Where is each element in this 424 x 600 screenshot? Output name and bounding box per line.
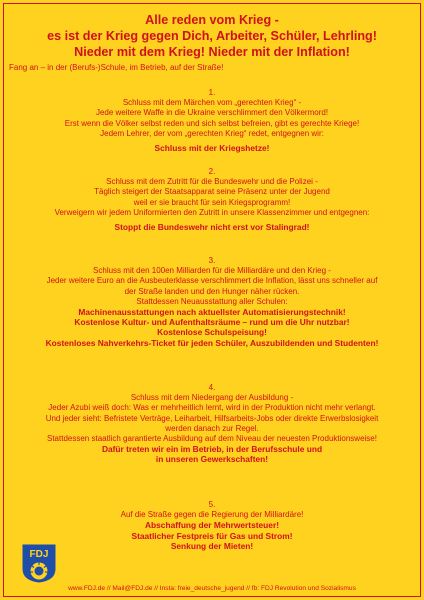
headline bbox=[0, 12, 424, 60]
section-1 bbox=[0, 88, 424, 153]
section-line: Erst wenn die Völker selbst reden und sich selbst befreien, gibt es gerechte Kriege! bbox=[64, 118, 360, 128]
section-3 bbox=[0, 256, 424, 348]
section-demand: Kostenloses Nahverkehrs-Ticket für jeden Schüler, Auszubildenden und Studenten! bbox=[45, 337, 379, 348]
section-number: 2. bbox=[208, 167, 216, 176]
section-line: Schluss mit dem Märchen vom „gerechten Krieg“ - bbox=[122, 98, 302, 108]
section-line: Täglich steigert der Staatsapparat seine Präsenz unter der Jugend bbox=[94, 187, 330, 197]
section-line: Auf die Straße gegen die Regierung der Milliardäre! bbox=[120, 510, 304, 520]
section-line: Jeder Azubi weiß doch: Was er mehrheitlich lernt, wird in der Produktion nicht mehr verlangt. bbox=[48, 403, 376, 413]
section-demand: Kostenlose Schulspeisung! bbox=[157, 327, 267, 338]
section-line: Jedem Lehrer, der vom „gerechten Krieg“ redet, entgegnen wir: bbox=[100, 128, 324, 138]
section-line: Schluss mit dem Zutritt für die Bundeswehr und die Polizei - bbox=[106, 177, 318, 187]
section-line: Stattdessen staatlich garantierte Ausbildung auf dem Niveau der neuesten Produktionsweise! bbox=[47, 434, 377, 444]
section-demand: Senkung der Mieten! bbox=[170, 540, 254, 551]
section-demand: Kostenlose Kultur- und Aufenthaltsräume – rund um die Uhr nutzbar! bbox=[74, 317, 350, 328]
section-demand: Dafür treten wir ein im Betrieb, in der Berufsschule und bbox=[101, 444, 323, 455]
section-demand: Machinenausstattungen nach aktuellster Automatisierungstechnik! bbox=[78, 307, 346, 318]
section-number: 1. bbox=[208, 88, 216, 97]
section-number: 3. bbox=[208, 256, 216, 265]
headline-line-3: Nieder mit dem Krieg! Nieder mit der Inflation! bbox=[74, 45, 350, 59]
headline-line-2: es ist der Krieg gegen Dich, Arbeiter, Schüler, Lehrling! bbox=[47, 29, 377, 43]
section-line: der Straße landen und den Hunger näher rücken. bbox=[124, 286, 300, 296]
section-2 bbox=[0, 167, 424, 232]
intro-text: Fang an – in der (Berufs-)Schule, im Betrieb, auf der Straße! bbox=[9, 63, 224, 72]
section-number: 5. bbox=[208, 500, 216, 509]
section-number: 4. bbox=[208, 383, 216, 392]
section-demand: Abschaffung der Mehrwertsteuer! bbox=[144, 520, 280, 531]
section-demand: Stoppt die Bundeswehr nicht erst vor Stalingrad! bbox=[114, 222, 310, 233]
section-line: Schluss mit den 100en Milliarden für die Milliardäre und den Krieg - bbox=[93, 266, 331, 276]
section-line: Und jeder sieht: Befristete Verträge, Leiharbeit, Hilfsarbeits-Jobs oder direkte Erwerbslosigkeit bbox=[45, 413, 379, 423]
fdj-logo bbox=[22, 544, 56, 583]
section-line: Jeder weitere Euro an die Ausbeuterklasse verschlimmert die Inflation, lässt uns schneller auf bbox=[46, 276, 378, 286]
section-4 bbox=[0, 383, 424, 465]
section-line: Jede weitere Waffe in die Ukraine verschlimmert den Völkermord! bbox=[95, 108, 329, 118]
headline-line-1: Alle reden vom Krieg - bbox=[145, 13, 279, 27]
section-line: werden danach zur Regel. bbox=[165, 423, 259, 433]
section-demand: in unseren Gewerkschaften! bbox=[155, 454, 269, 465]
section-demand: Staatlicher Festpreis für Gas und Strom! bbox=[131, 530, 293, 541]
section-line: Verweigern wir jedem Uniformierten den Zutritt in unsere Klassenzimmer und entgegnen: bbox=[54, 207, 370, 217]
section-5 bbox=[0, 500, 424, 551]
section-line: Stattdessen Neuausstattung aller Schulen: bbox=[136, 296, 288, 306]
section-line: Schluss mit dem Niedergang der Ausbildung - bbox=[130, 393, 294, 403]
footer-contact: www.FDJ.de // Mail@FDJ.de // Insta: freie_deutsche_jugend // fb: FDJ Revolution und Sozialismus bbox=[68, 585, 356, 592]
section-demand: Schluss mit der Kriegshetze! bbox=[154, 143, 270, 154]
section-line: weil er sie braucht für sein Kriegsprogramm! bbox=[133, 197, 291, 207]
logo-text: FDJ bbox=[29, 549, 49, 560]
